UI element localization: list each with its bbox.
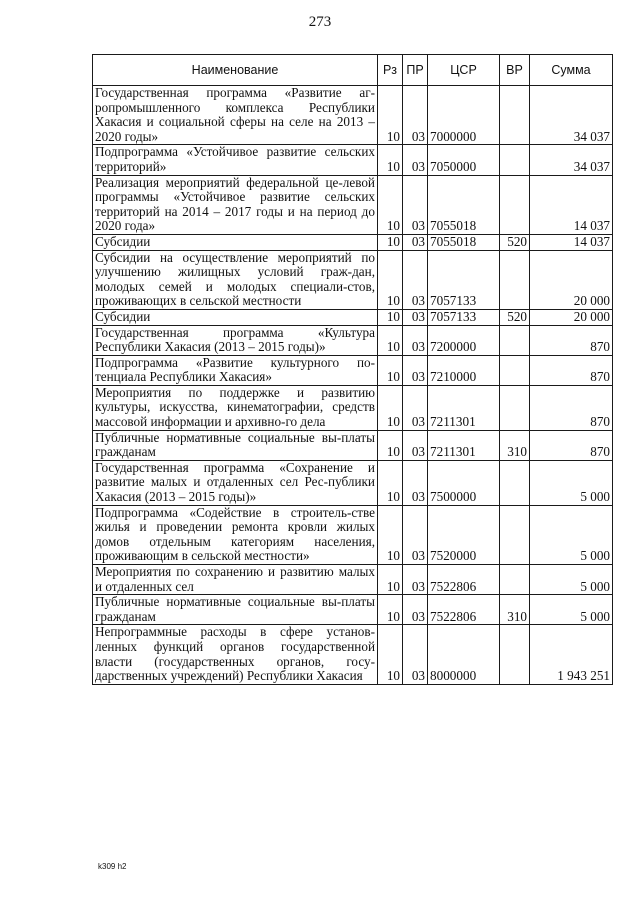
row-pr: 03 — [403, 145, 428, 175]
row-sum: 5 000 — [530, 505, 613, 564]
row-rz: 10 — [378, 595, 403, 625]
row-vr — [500, 145, 530, 175]
table-header-row — [93, 55, 613, 86]
row-rz: 10 — [378, 309, 403, 325]
row-rz: 10 — [378, 460, 403, 505]
row-pr: 03 — [403, 325, 428, 355]
page-number: 273 — [308, 14, 332, 30]
header-vr: ВР — [500, 55, 530, 86]
row-rz: 10 — [378, 505, 403, 564]
row-rz: 10 — [378, 385, 403, 430]
table-row — [93, 430, 613, 460]
table-row — [93, 565, 613, 595]
row-sum: 5 000 — [530, 460, 613, 505]
row-rz: 10 — [378, 355, 403, 385]
row-rz: 10 — [378, 565, 403, 595]
row-sum: 1 943 251 — [530, 625, 613, 684]
row-name: Подпрограмма «Устойчивое развитие сельских территорий» — [93, 145, 378, 175]
table-row — [93, 325, 613, 355]
row-rz: 10 — [378, 250, 403, 309]
row-csr: 7522806 — [428, 595, 500, 625]
row-name: Подпрограмма «Содействие в строитель-стве жилья и проведении ремонта кровли жилых домов отдельным категориям населения, проживающим в сельской местности» — [93, 505, 378, 564]
row-vr — [500, 565, 530, 595]
row-vr: 310 — [500, 430, 530, 460]
row-rz: 10 — [378, 145, 403, 175]
row-pr: 03 — [403, 355, 428, 385]
row-rz: 10 — [378, 234, 403, 250]
row-name: Мероприятия по сохранению и развитию малых и отдаленных сел — [93, 565, 378, 595]
row-sum: 870 — [530, 430, 613, 460]
row-vr — [500, 460, 530, 505]
row-csr: 7055018 — [428, 175, 500, 234]
row-pr: 03 — [403, 86, 428, 145]
row-rz: 10 — [378, 325, 403, 355]
row-csr: 7200000 — [428, 325, 500, 355]
row-name: Государственная программа «Сохранение и развитие малых и отдаленных сел Рес-публики Хакасия (2013 – 2015 годы)» — [93, 460, 378, 505]
budget-table — [92, 54, 613, 685]
table-row — [93, 86, 613, 145]
table-row — [93, 145, 613, 175]
row-vr — [500, 175, 530, 234]
header-rz: Рз — [378, 55, 403, 86]
row-csr: 7520000 — [428, 505, 500, 564]
table-row — [93, 385, 613, 430]
row-sum: 20 000 — [530, 250, 613, 309]
row-pr: 03 — [403, 625, 428, 684]
row-pr: 03 — [403, 385, 428, 430]
table-row — [93, 250, 613, 309]
row-pr: 03 — [403, 505, 428, 564]
row-sum: 14 037 — [530, 175, 613, 234]
row-csr: 7057133 — [428, 250, 500, 309]
row-name: Непрограммные расходы в сфере установ-ленных функций органов государственной власти (государственных органов, госу-дарственных учреждений) Республики Хакасия — [93, 625, 378, 684]
row-pr: 03 — [403, 565, 428, 595]
row-name: Подпрограмма «Развитие культурного по-тенциала Республики Хакасия» — [93, 355, 378, 385]
row-name: Государственная программа «Развитие аг-ропромышленного комплекса Республики Хакасия и социальной сферы на селе на 2013 – 2020 годы» — [93, 86, 378, 145]
row-vr — [500, 355, 530, 385]
row-pr: 03 — [403, 460, 428, 505]
row-pr: 03 — [403, 250, 428, 309]
row-rz: 10 — [378, 175, 403, 234]
row-csr: 7000000 — [428, 86, 500, 145]
row-vr — [500, 325, 530, 355]
row-vr — [500, 86, 530, 145]
row-rz: 10 — [378, 86, 403, 145]
row-vr — [500, 385, 530, 430]
header-sum: Сумма — [530, 55, 613, 86]
table-row — [93, 460, 613, 505]
row-sum: 34 037 — [530, 86, 613, 145]
row-csr: 7050000 — [428, 145, 500, 175]
row-name: Субсидии — [93, 309, 378, 325]
row-name: Субсидии — [93, 234, 378, 250]
row-csr: 7500000 — [428, 460, 500, 505]
row-csr: 7057133 — [428, 309, 500, 325]
table-row — [93, 309, 613, 325]
row-rz: 10 — [378, 625, 403, 684]
row-vr: 520 — [500, 309, 530, 325]
row-sum: 14 037 — [530, 234, 613, 250]
table-row — [93, 595, 613, 625]
row-csr: 7211301 — [428, 385, 500, 430]
row-sum: 870 — [530, 325, 613, 355]
row-vr: 520 — [500, 234, 530, 250]
row-sum: 20 000 — [530, 309, 613, 325]
header-name: Наименование — [93, 55, 378, 86]
row-csr: 8000000 — [428, 625, 500, 684]
header-pr: ПР — [403, 55, 428, 86]
row-name: Публичные нормативные социальные вы-платы гражданам — [93, 595, 378, 625]
row-name: Субсидии на осуществление мероприятий по улучшению жилищных условий граж-дан, молодых семей и молодых специали-стов, проживающих в сельской местности — [93, 250, 378, 309]
row-pr: 03 — [403, 234, 428, 250]
table-row — [93, 175, 613, 234]
row-sum: 870 — [530, 385, 613, 430]
row-vr — [500, 625, 530, 684]
table-row — [93, 505, 613, 564]
row-sum: 34 037 — [530, 145, 613, 175]
row-name: Публичные нормативные социальные вы-платы гражданам — [93, 430, 378, 460]
header-csr: ЦСР — [428, 55, 500, 86]
row-vr — [500, 505, 530, 564]
row-rz: 10 — [378, 430, 403, 460]
row-name: Мероприятия по поддержке и развитию культуры, искусства, кинематографии, средств массовой информации и архивно-го дела — [93, 385, 378, 430]
row-sum: 870 — [530, 355, 613, 385]
table-row — [93, 234, 613, 250]
table-row — [93, 625, 613, 684]
row-sum: 5 000 — [530, 565, 613, 595]
row-csr: 7211301 — [428, 430, 500, 460]
row-vr — [500, 250, 530, 309]
row-name: Реализация мероприятий федеральной це-левой программы «Устойчивое развитие сельских территорий на 2014 – 2017 годы и на период до 2020 года» — [93, 175, 378, 234]
row-pr: 03 — [403, 309, 428, 325]
row-vr: 310 — [500, 595, 530, 625]
row-csr: 7522806 — [428, 565, 500, 595]
row-pr: 03 — [403, 595, 428, 625]
row-csr: 7210000 — [428, 355, 500, 385]
footer-code: k309 h2 — [98, 862, 127, 871]
row-pr: 03 — [403, 175, 428, 234]
row-sum: 5 000 — [530, 595, 613, 625]
row-pr: 03 — [403, 430, 428, 460]
table-row — [93, 355, 613, 385]
row-csr: 7055018 — [428, 234, 500, 250]
row-name: Государственная программа «Культура Республики Хакасия (2013 – 2015 годы)» — [93, 325, 378, 355]
